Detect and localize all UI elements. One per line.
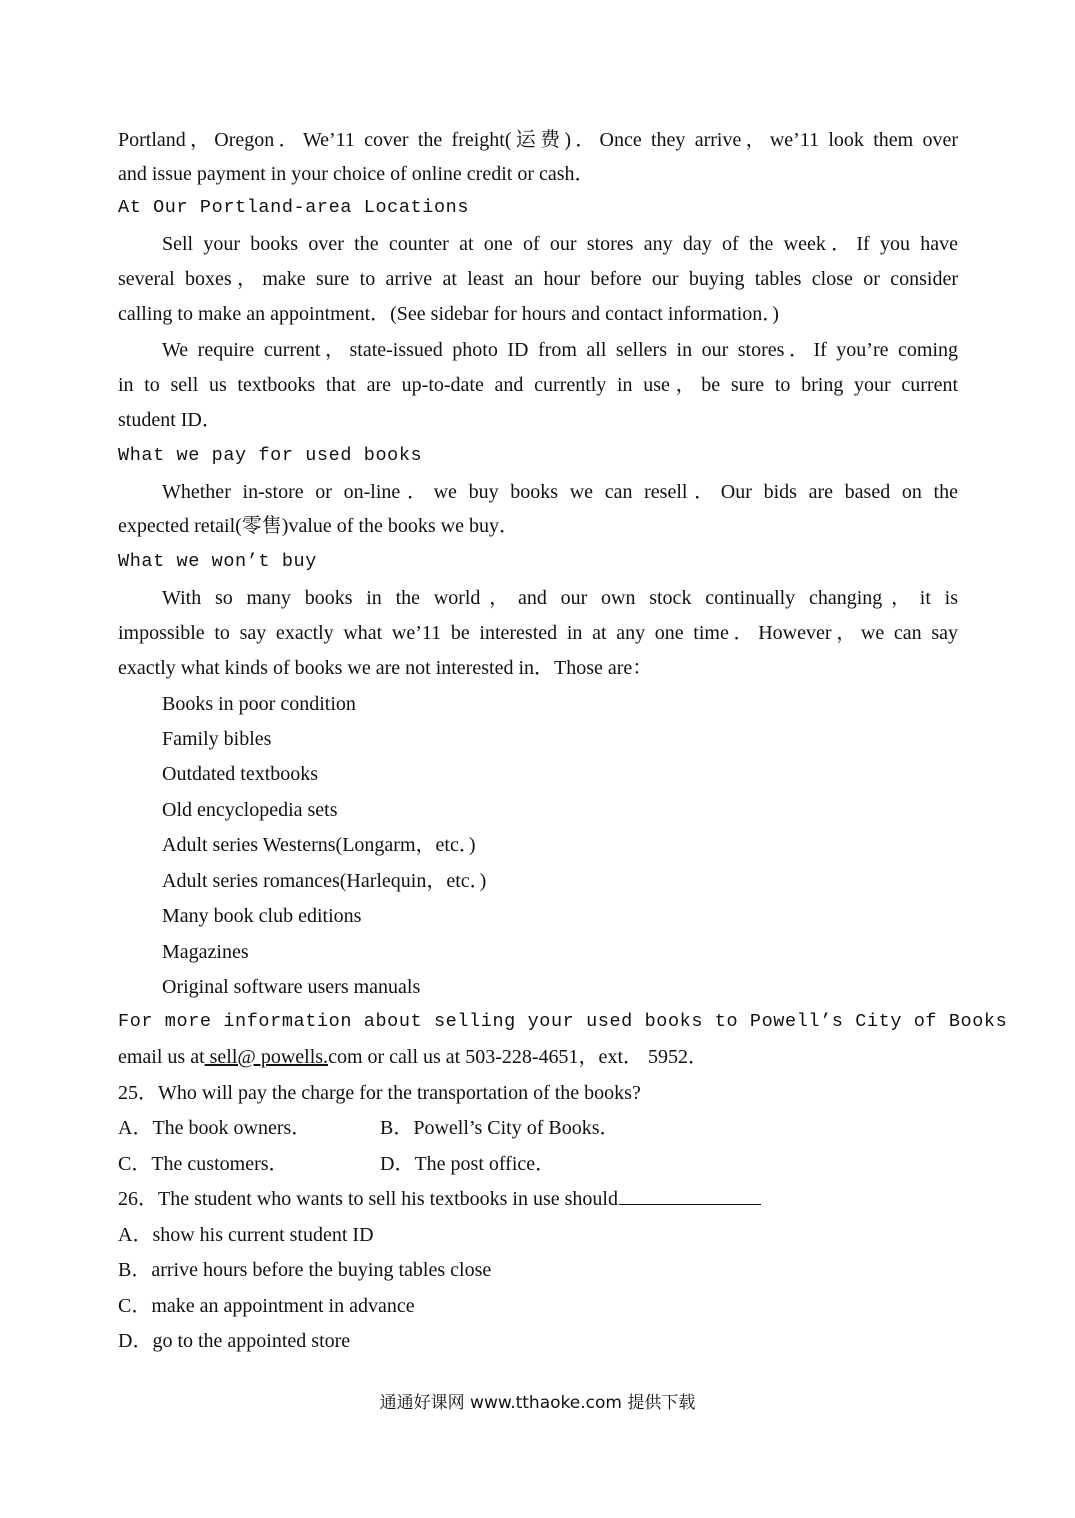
option-b: B．Powell’s City of Books．: [380, 1117, 620, 1139]
question-25-stem: 25．Who will pay the charge for the transportation of the books?: [118, 1082, 641, 1104]
list-item: Family bibles: [162, 728, 272, 750]
paragraph-line: We require current，state-issued photo ID from all sellers in our stores．If you’re coming: [162, 339, 958, 361]
option-b: B．arrive hours before the buying tables close: [118, 1259, 492, 1281]
page-footer: 通通好课网 www.tthaoke.com 提供下载: [379, 1393, 696, 1413]
answer-blank: [619, 1184, 761, 1205]
option-d: D．The post office．: [380, 1153, 556, 1175]
list-item: Adult series romances(Harlequin，etc．): [162, 870, 487, 892]
paragraph-line: student ID．: [118, 409, 222, 431]
paragraph-line: Whether in-store or on-line．we buy books we can resell．Our bids are based on the: [162, 481, 958, 503]
contact-suffix: com or call us at 503-228-4651，ext． 5952．: [328, 1046, 708, 1068]
paragraph-line: expected retail(零售)value of the books we buy．: [118, 515, 519, 537]
paragraph-line: several boxes，make sure to arrive at least an hour before our buying tables close or consider: [118, 268, 958, 290]
question-26-stem-row: [118, 1184, 958, 1214]
more-info-line: For more information about selling your used books to Powell’s City of Books: [118, 1011, 1008, 1032]
paragraph-line: exactly what kinds of books we are not interested in．Those are：: [118, 657, 653, 679]
list-item: Original software users manuals: [162, 976, 421, 998]
option-c: C．make an appointment in advance: [118, 1295, 415, 1317]
paragraph-line: With so many books in the world，and our own stock continually changing，it is: [162, 587, 958, 609]
question-26-stem: 26．The student who wants to sell his textbooks in use should: [118, 1188, 618, 1210]
contact-line: [118, 1042, 958, 1072]
section-heading: What we pay for used books: [118, 445, 423, 466]
option-c: C．The customers．: [118, 1153, 289, 1175]
paragraph-line: Sell your books over the counter at one of our stores any day of the week．If you have: [162, 233, 958, 255]
option-a: A．The book owners．: [118, 1117, 312, 1139]
option-d: D．go to the appointed store: [118, 1330, 351, 1352]
paragraph-line: in to sell us textbooks that are up-to-date and currently in use，be sure to bring your current: [118, 374, 958, 396]
question-25-options-row: [118, 1113, 958, 1143]
paragraph-line: and issue payment in your choice of online credit or cash．: [118, 163, 595, 185]
list-item: Many book club editions: [162, 905, 362, 927]
contact-prefix: email us at: [118, 1046, 205, 1068]
section-heading: At Our Portland-area Locations: [118, 197, 470, 218]
paragraph-line: calling to make an appointment．(See sidebar for hours and contact information．): [118, 303, 779, 325]
paragraph-line: impossible to say exactly what we’11 be interested in at any one time．However，we can say: [118, 622, 958, 644]
option-a: A．show his current student ID: [118, 1224, 374, 1246]
section-heading: What we won’t buy: [118, 551, 317, 572]
list-item: Magazines: [162, 941, 249, 963]
question-25-options-row: [118, 1149, 958, 1179]
email-link[interactable]: sell@ powells.: [204, 1046, 329, 1068]
list-item: Books in poor condition: [162, 693, 356, 715]
paragraph-line: Portland，Oregon．We’11 cover the freight(运费)．Once they arrive，we’11 look them over: [118, 129, 958, 151]
list-item: Adult series Westerns(Longarm，etc．): [162, 834, 476, 856]
list-item: Outdated textbooks: [162, 763, 319, 785]
list-item: Old encyclopedia sets: [162, 799, 338, 821]
